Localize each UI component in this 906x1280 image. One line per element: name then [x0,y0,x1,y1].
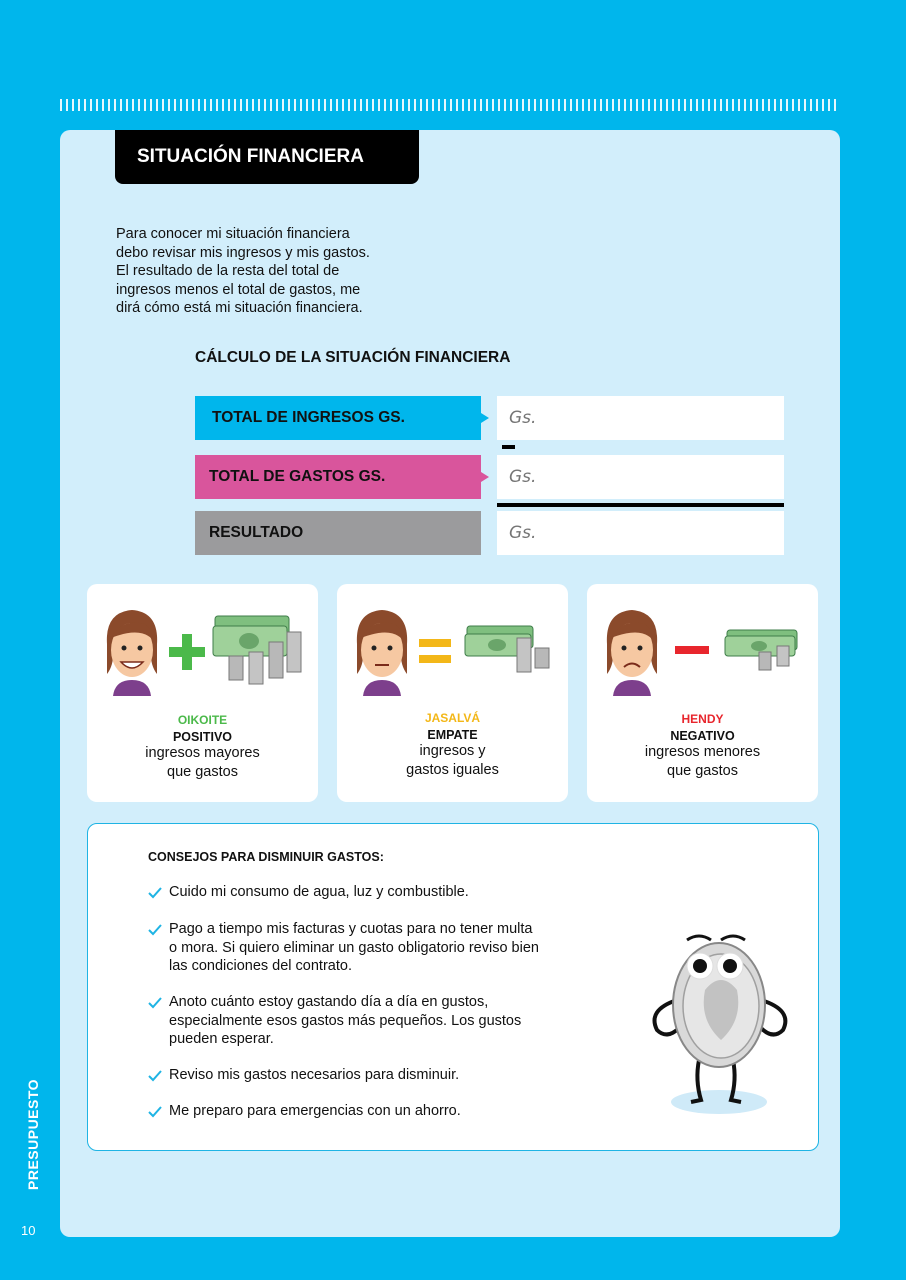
guarani-word: OIKOITE [177,713,228,727]
check-icon [148,921,162,937]
decorative-tick-strip [60,99,840,111]
check-icon [148,994,162,1010]
total-gastos-label: TOTAL DE GASTOS GS. [195,455,481,499]
state-description: ingresos menores que gastos [644,744,761,779]
state-label: NEGATIVO [670,729,735,743]
coin-mascot-icon [647,930,797,1120]
tip-item: Cuido mi consumo de agua, luz y combustible. [148,883,588,902]
minus-sign [502,445,515,449]
tip-item: Reviso mis gastos necesarios para disminuir. [148,1066,588,1085]
total-ingresos-label: TOTAL DE INGRESOS GS. [195,396,481,440]
check-icon [148,1103,162,1119]
page-title: SITUACIÓN FINANCIERA [115,130,419,184]
tip-item: Me preparo para emergencias con un ahorro. [148,1102,588,1121]
money-stack-icon [211,612,305,686]
minus-icon [675,646,709,654]
total-ingresos-input[interactable] [497,396,784,440]
equals-icon [419,637,451,665]
tip-item: Anoto cuánto estoy gastando día a día en gustos, especialmente esos gastos más pequeños. Los gustos pueden esperar. [148,993,588,1049]
state-label: POSITIVO [172,730,233,744]
plus-icon [169,634,205,670]
check-icon [148,1067,162,1083]
result-line [497,503,784,507]
neutral-woman-icon [351,604,413,696]
section-label: PRESUPUESTO [25,1078,41,1190]
state-description: ingresos y gastos iguales [406,743,499,778]
card-positivo [87,584,318,802]
resultado-label: RESULTADO [195,511,481,555]
guarani-word: JASALVÁ [424,711,481,725]
intro-paragraph: Para conocer mi situación financiera debo revisar mis ingresos y mis gastos. El resultado de la resta del total de ingresos menos el total de gastos, me dirá cómo está mi situación financiera. [116,226,370,316]
card-negativo [587,584,818,802]
state-label: EMPATE [427,728,478,742]
money-stack-icon [463,624,553,676]
happy-woman-icon [101,604,163,696]
state-description: ingresos mayores que gastos [145,745,260,780]
sad-woman-icon [601,604,663,696]
page-number: 10 [21,1223,36,1238]
resultado-input[interactable] [497,511,784,555]
check-icon [148,884,162,900]
guarani-word: HENDY [681,712,724,726]
money-stack-icon [723,628,803,672]
calculation-title: CÁLCULO DE LA SITUACIÓN FINANCIERA [195,349,511,366]
tips-title: CONSEJOS PARA DISMINUIR GASTOS: [148,850,384,864]
tip-item: Pago a tiempo mis facturas y cuotas para no tener multa o mora. Si quiero eliminar un gasto obligatorio reviso bien las condiciones del contrato. [148,920,588,976]
card-empate [337,584,568,802]
total-gastos-input[interactable] [497,455,784,499]
